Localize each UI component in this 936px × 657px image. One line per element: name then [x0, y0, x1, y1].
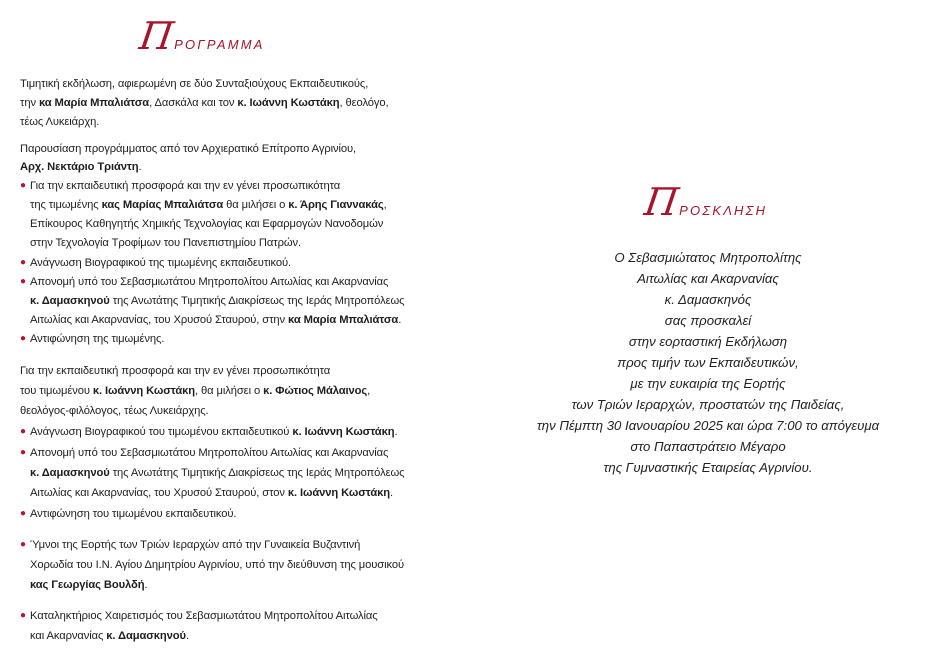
bullet-icon: ● [20, 257, 26, 268]
invitation-line: στην εορταστική Εκδήλωση [628, 334, 788, 349]
list-item-cont: κ. Δαμασκηνού της Ανωτάτης Τιμητικής Διακρίσεως της Ιεράς Μητροπόλεως [30, 295, 405, 307]
program-line: Τιμητική εκδήλωση, αφιερωμένη σε δύο Συνταξιούχους Εκπαιδευτικούς, [20, 78, 369, 90]
program-line: την κα Μαρία Μπαλιάτσα, Δασκάλα και τον κ. Ιωάννη Κωστάκη, θεολόγο, [20, 97, 389, 109]
program-heading-initial: Π [136, 14, 176, 58]
list-item-cont: και Ακαρνανίας κ. Δαμασκηνού. [30, 630, 189, 642]
invitation-line: των Τριών Ιεραρχών, προστατών της Παιδείας, [571, 397, 845, 412]
invitation-line: σας προσκαλεί [664, 313, 752, 328]
bullet-icon: ● [20, 276, 26, 287]
bullet-icon: ● [20, 426, 26, 437]
bullet-icon: ● [20, 610, 26, 621]
program-heading [136, 14, 265, 58]
invitation-heading-initial: Π [641, 180, 681, 224]
list-item-cont: στην Τεχνολογία Τροφίμων του Πανεπιστημίου Πατρών. [30, 237, 301, 249]
invitation-line: κ. Δαμασκηνός [664, 292, 752, 307]
list-item-cont: κ. Δαμασκηνού της Ανωτάτης Τιμητικής Διακρίσεως της Ιεράς Μητροπόλεως [30, 467, 405, 479]
bullet-icon: ● [20, 180, 26, 191]
list-item-cont: Αιτωλίας και Ακαρνανίας, του Χρυσού Σταυρού, στον κ. Ιωάννη Κωστάκη. [30, 487, 394, 499]
program-line: Για την εκπαιδευτική προσφορά και την εν γένει προσωπικότητα [20, 365, 331, 377]
invitation-heading-rest: ΡΟΣΚΛΗΣΗ [679, 203, 768, 218]
list-item: ● Αντιφώνηση του τιμωμένου εκπαιδευτικού. [20, 508, 237, 520]
list-item-cont: της τιμωμένης κας Μαρίας Μπαλιάτσα θα μιλήσει ο κ. Άρης Γιαννακάς, [30, 199, 387, 211]
invitation-line: προς τιμήν των Εκπαιδευτικών, [617, 355, 799, 370]
invitation-line: της Γυμναστικής Εταιρείας Αγρινίου. [603, 460, 813, 475]
list-item: ● Απονομή υπό του Σεβασμιωτάτου Μητροπολίτου Αιτωλίας και Ακαρνανίας [20, 447, 389, 459]
program-heading-rest: ΡΟΓΡΑΜΜΑ [174, 37, 265, 52]
program-line: τέως Λυκειάρχη. [20, 116, 100, 128]
list-item: ● Αντιφώνηση της τιμωμένης. [20, 333, 165, 345]
program-line: Παρουσίαση προγράμματος από τον Αρχιερατικό Επίτροπο Αγρινίου, [20, 143, 357, 155]
program-line: Αρχ. Νεκτάριο Τριάντη. [20, 161, 142, 173]
list-item-cont: Αιτωλίας και Ακαρνανίας, του Χρυσού Σταυρού, στην κα Μαρία Μπαλιάτσα. [30, 314, 402, 326]
list-item-cont: Χορωδία του Ι.Ν. Αγίου Δημητρίου Αγρινίου, υπό την διεύθυνση της μουσικού [30, 559, 404, 571]
list-item: ● Ύμνοι της Εορτής των Τριών Ιεραρχών από την Γυναικεία Βυζαντινή [20, 539, 361, 551]
list-item: ● Ανάγνωση Βιογραφικού του τιμωμένου εκπαιδευτικού κ. Ιωάννη Κωστάκη. [20, 426, 398, 438]
list-item: ● Ανάγνωση Βιογραφικού της τιμωμένης εκπαιδευτικού. [20, 257, 292, 269]
invitation-heading [641, 180, 768, 224]
invitation-line: Ο Σεβασμιώτατος Μητροπολίτης [614, 250, 802, 265]
program-line: θεολόγος-φιλόλογος, τέως Λυκειάρχης. [20, 405, 209, 417]
bullet-icon: ● [20, 539, 26, 550]
list-item-cont: Επίκουρος Καθηγητής Χημικής Τεχνολογίας και Εφαρμογών Νανοδομών [30, 218, 384, 230]
list-item: ● Για την εκπαιδευτική προσφορά και την εν γένει προσωπικότητα [20, 180, 341, 192]
invitation-line: στο Παπαστράτειο Μέγαρο [630, 439, 786, 454]
bullet-icon: ● [20, 447, 26, 458]
invitation-line: Αιτωλίας και Ακαρνανίας [637, 271, 779, 286]
list-item: ● Απονομή υπό του Σεβασμιωτάτου Μητροπολίτου Αιτωλίας και Ακαρνανίας [20, 276, 389, 288]
bullet-icon: ● [20, 508, 26, 519]
bullet-icon: ● [20, 333, 26, 344]
list-item-cont: κας Γεωργίας Βουλδή. [30, 579, 148, 591]
program-line: του τιμωμένου κ. Ιωάννη Κωστάκη, θα μιλήσει ο κ. Φώτιος Μάλαινος, [20, 385, 371, 397]
list-item: ● Καταληκτήριος Χαιρετισμός του Σεβασμιωτάτου Μητροπολίτου Αιτωλίας [20, 610, 378, 622]
invitation-line: την Πέμπτη 30 Ιανουαρίου 2025 και ώρα 7:00 το απόγευμα [536, 418, 880, 433]
invitation-line: με την ευκαιρία της Εορτής [630, 376, 786, 391]
